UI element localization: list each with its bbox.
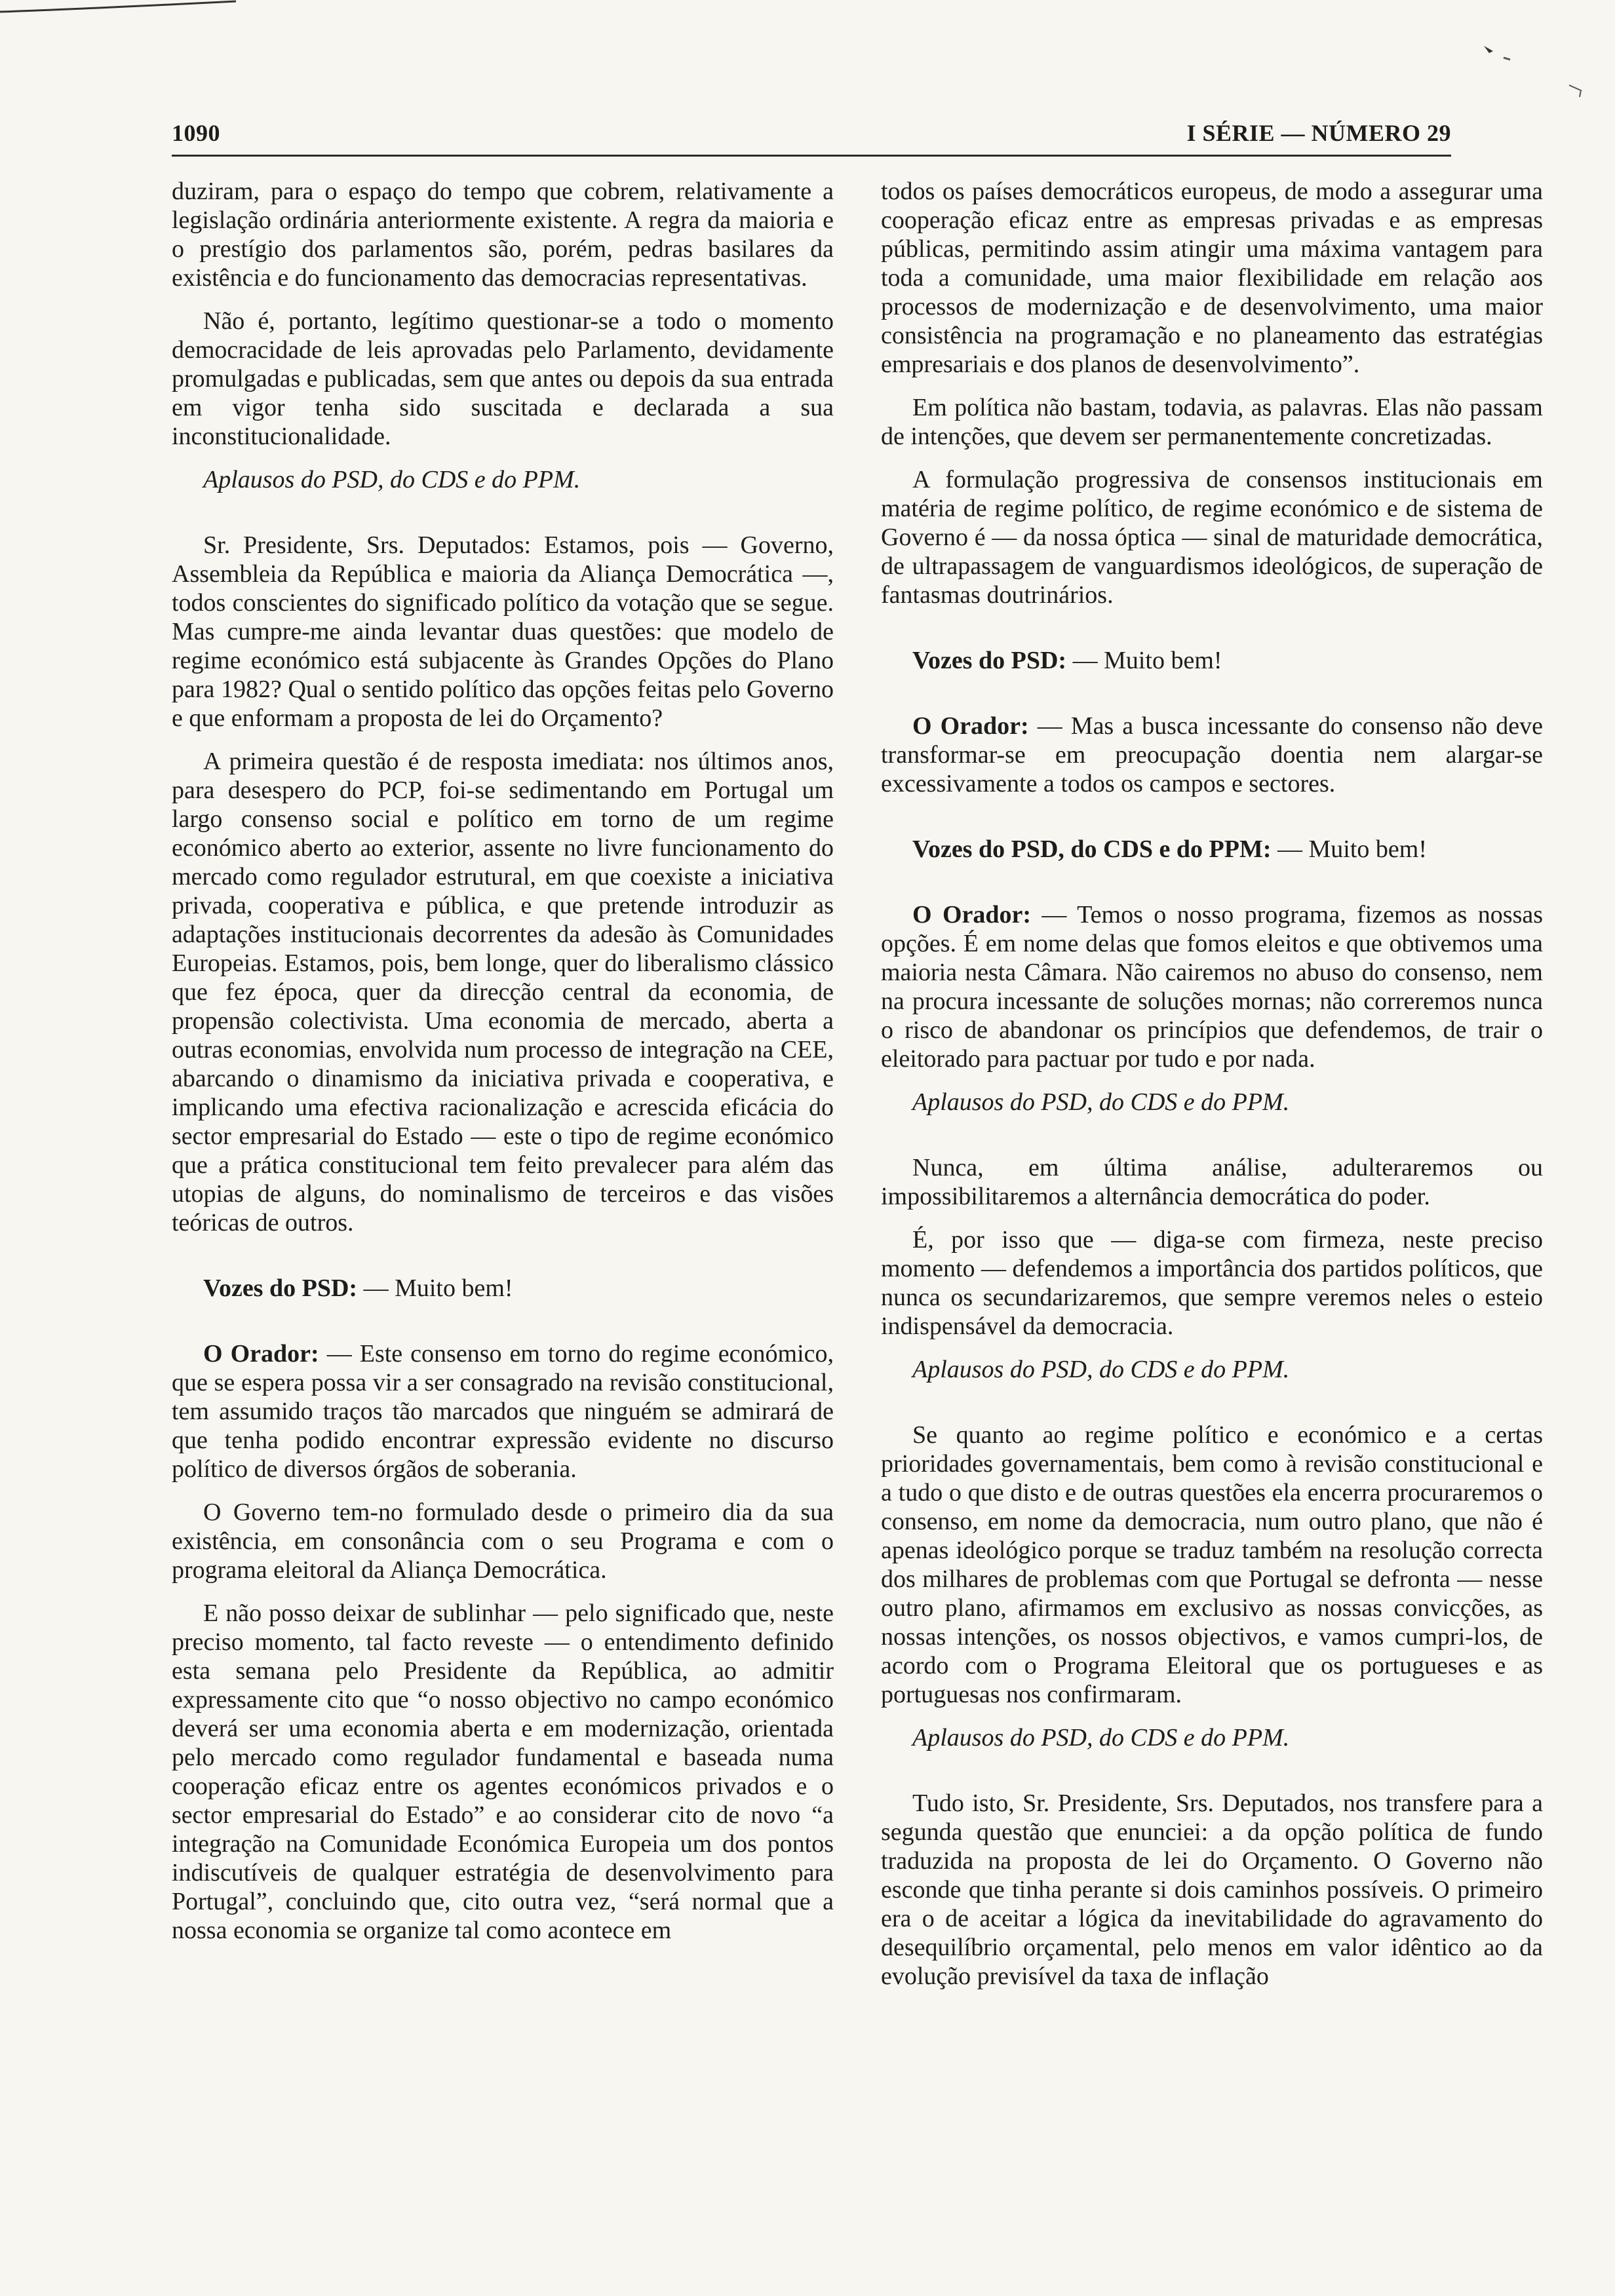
paragraph: Tudo isto, Sr. Presidente, Srs. Deputados, nos transfere para a segunda questão que enunciei: a da opção política de fundo traduzida na proposta de lei do Orçamento. O Governo não esconde que tinha perante si dois caminhos possíveis. O primeiro era o de aceitar a lógica da inevitabilidade do agravamento do desequilíbrio orçamental, pelo menos em valor idêntico ao da evolução previsível da taxa de inflação [881,1789,1543,1990]
speech-paragraph [881,646,1543,675]
speaker-label: Vozes do PSD: [912,647,1067,674]
speech-text: — Mas a busca incessante do consenso não deve transformar-se em preocupação doentia nem alargar-se excessivamente a todos os campos e sectores. [881,712,1543,797]
speech-text: — Muito bem! [1271,835,1427,863]
paragraph: Sr. Presidente, Srs. Deputados: Estamos, pois — Governo, Assembleia da República e maioria da Aliança Democrática —, todos conscientes do significado político da votação que se segue. Mas cumpre-me ainda levantar duas questões: que modelo de regime económico está subjacente às Grandes Opções do Plano para 1982? Qual o sentido político das opções feitas pelo Governo e que enformam a proposta de lei do Orçamento? [172,531,834,732]
paragraph: Não é, portanto, legítimo questionar-se a todo o momento democracidade de leis aprovadas pelo Parlamento, devidamente promulgadas e publicadas, sem que antes ou depois da sua entrada em vigor tenha sido suscitada e declarada a sua inconstitucionalidade. [172,307,834,450]
paragraph: Em política não bastam, todavia, as palavras. Elas não passam de intenções, que devem ser permanentemente concretizadas. [881,394,1543,450]
applause-note: Aplausos do PSD, do CDS e do PPM. [912,1356,1290,1383]
paragraph: Nunca, em última análise, adulteraremos ou impossibilitaremos a alternância democrática do poder. [881,1154,1543,1210]
scan-artifact-line [0,0,236,14]
speech-paragraph [172,1274,834,1303]
paragraph: A formulação progressiva de consensos institucionais em matéria de regime político, de regime económico e de sistema de Governo é — da nossa óptica — sinal de maturidade democrática, de ultrapassagem de vanguardismos ideológicos, de superação de fantasmas doutrinários. [881,466,1543,609]
applause-note: Aplausos do PSD, do CDS e do PPM. [912,1088,1290,1116]
paragraph: E não posso deixar de sublinhar — pelo significado que, neste preciso momento, tal facto reveste — o entendimento definido esta semana pelo Presidente da República, ao admitir expressamente cito que “o nosso objectivo no campo económico deverá ser uma economia aberta e em modernização, orientada pelo mercado como regulador fundamental e baseada numa cooperação eficaz entre os agentes económicos privados e o sector empresarial do Estado” e ao considerar cito de novo “a integração na Comunidade Económica Europeia um dos pontos indiscutíveis de qualquer estratégia de desenvolvimento para Portugal”, concluindo que, cito outra vez, “será normal que a nossa economia se organize tal como acontece em [172,1599,834,1944]
speaker-label: O Orador: [912,712,1029,740]
paragraph-continued: duziram, para o espaço do tempo que cobrem, relativamente a legislação ordinária anteriormente existente. A regra da maioria e o prestígio dos parlamentos são, porém, pedras basilares da existência e do funcionamento das democracias representativas. [172,178,834,292]
paragraph: É, por isso que — diga-se com firmeza, neste preciso momento — defendemos a importância dos partidos políticos, que nunca os secundarizaremos, que sempre veremos neles o esteio indispensável da democracia. [881,1226,1543,1340]
header-rule [172,155,1451,157]
paragraph: Se quanto ao regime político e económico e a certas prioridades governamentais, bem como à revisão constitucional e a tudo o que disto e de outras questões ela encerra procuraremos o consenso, em nome da democracia, num outro plano, que não é apenas ideológico porque se traduz também na resolução correcta dos milhares de problemas com que Portugal se defronta — nesse outro plano, afirmamos em exclusivo as nossas convicções, as nossas intenções, os nossos objectivos, e vamos cumpri-los, de acordo com o Programa Eleitoral que os portugueses e as portuguesas nos confirmaram. [881,1421,1543,1708]
series-label: I SÉRIE — NÚMERO 29 [1186,120,1451,146]
speaker-label: O Orador: [203,1340,319,1368]
speech-paragraph [881,712,1543,798]
right-column [881,177,1543,1991]
paragraph: O Governo tem-no formulado desde o primeiro dia da sua existência, em consonância com o seu Programa e com o programa eleitoral da Aliança Democrática. [172,1499,834,1584]
speech-paragraph [881,835,1543,864]
applause-note: Aplausos do PSD, do CDS e do PPM. [203,466,581,493]
speech-text: — Muito bem! [1066,647,1222,674]
speech-text: — Muito bem! [357,1274,513,1302]
speech-text: — Este consenso em torno do regime económico, que se espera possa vir a ser consagrado na revisão constitucional, tem assumido traços tão marcados que ninguém se admirará de que tenha podido encontrar expressão evidente no discurso político de diversos órgãos de soberania. [172,1340,834,1483]
speaker-label: Vozes do PSD: [203,1274,358,1302]
speech-paragraph [172,1339,834,1483]
paragraph: A primeira questão é de resposta imediata: nos últimos anos, para desespero do PCP, foi-se sedimentando em Portugal um largo consenso social e político em torno de um regime económico aberto ao exterior, assente no livre funcionamento do mercado como regulador estrutural, em que coexiste a iniciativa privada, cooperativa e pública, e que pretende introduzir as adaptações institucionais decorrentes da adesão às Comunidades Europeias. Estamos, pois, bem longe, quer do liberalismo clássico que fez época, quer da direcção central da economia, de propensão colectivista. Uma economia de mercado, aberta a outras economias, envolvida num processo de integração na CEE, abarcando o dinamismo da iniciativa privada e cooperativa, e implicando uma efectiva racionalização e acrescida eficácia do sector empresarial do Estado — este o tipo de regime económico que a prática constitucional tem feito prevalecer para além das utopias de alguns, do nominalismo de terceiros e das visões teóricas de outros. [172,748,834,1236]
scan-artifact-marks [1458,26,1615,105]
paragraph-continued: todos os países democráticos europeus, de modo a assegurar uma cooperação eficaz entre as empresas privadas e as empresas públicas, permitindo assim atingir uma máxima vantagem para toda a comunidade, uma maior flexibilidade em relação aos processos de modernização e de desenvolvimento, uma maior consistência na programação e no planeamento das estratégias empresariais e dos planos de desenvolvimento”. [881,178,1543,378]
speech-text: — Temos o nosso programa, fizemos as nossas opções. É em nome delas que fomos eleitos e que obtivemos uma maioria nesta Câmara. Não cairemos no abuso do consenso, nem na procura incessante de soluções mornas; não correremos nunca o risco de abandonar os princípios que defendemos, de trair o eleitorado para pactuar por tudo e por nada. [881,901,1544,1073]
applause-note: Aplausos do PSD, do CDS e do PPM. [912,1724,1290,1751]
speech-paragraph [881,900,1543,1073]
page-number: 1090 [172,120,220,146]
speaker-label: O Orador: [912,901,1032,928]
speaker-label: Vozes do PSD, do CDS e do PPM: [912,835,1272,863]
page-header [172,110,1451,156]
left-column [172,177,834,1945]
